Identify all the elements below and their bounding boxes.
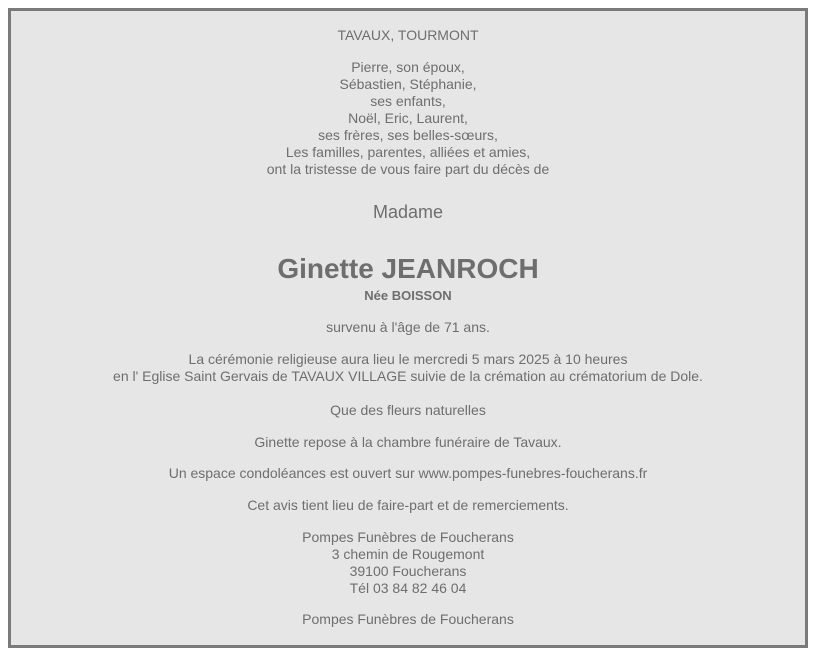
deceased-name: Ginette JEANROCH (277, 253, 539, 284)
family-line: Noël, Eric, Laurent, (348, 110, 468, 126)
repose-line: Ginette repose à la chambre funéraire de Tavaux. (254, 434, 562, 450)
flowers-line: Que des fleurs naturelles (330, 402, 486, 418)
family-line: ses frères, ses belles-sœurs, (318, 127, 498, 143)
maiden-name: Née BOISSON (364, 288, 452, 303)
funeral-home-phone: Tél 03 84 82 46 04 (349, 580, 467, 596)
age-line: survenu à l'âge de 71 ans. (326, 319, 490, 335)
ceremony-line: en l' Eglise Saint Gervais de TAVAUX VILLAGE suivie de la crémation au crématorium de Dole. (113, 368, 703, 384)
condolences-line: Un espace condoléances est ouvert sur www.pompes-funebres-foucherans.fr (168, 465, 648, 481)
thanks-line: Cet avis tient lieu de faire-part et de remerciements. (247, 497, 569, 513)
funeral-home-line: Pompes Funèbres de Foucherans (302, 529, 514, 545)
funeral-home-line: 39100 Foucherans (349, 563, 467, 579)
family-line: Les familles, parentes, alliées et amies, (285, 144, 531, 160)
signature-line: Pompes Funèbres de Foucherans (302, 611, 514, 627)
family-line: Pierre, son époux, (351, 59, 465, 75)
obituary-notice (8, 8, 808, 648)
ceremony-line: La cérémonie religieuse aura lieu le mercredi 5 mars 2025 à 10 heures (188, 351, 628, 367)
family-line: Sébastien, Stéphanie, (339, 76, 477, 92)
funeral-home-line: 3 chemin de Rougemont (331, 546, 485, 562)
honorific: Madame (372, 202, 444, 222)
family-line: ont la tristesse de vous faire part du décès de (266, 161, 550, 177)
location-line: TAVAUX, TOURMONT (337, 27, 479, 43)
family-line: ses enfants, (370, 93, 446, 109)
